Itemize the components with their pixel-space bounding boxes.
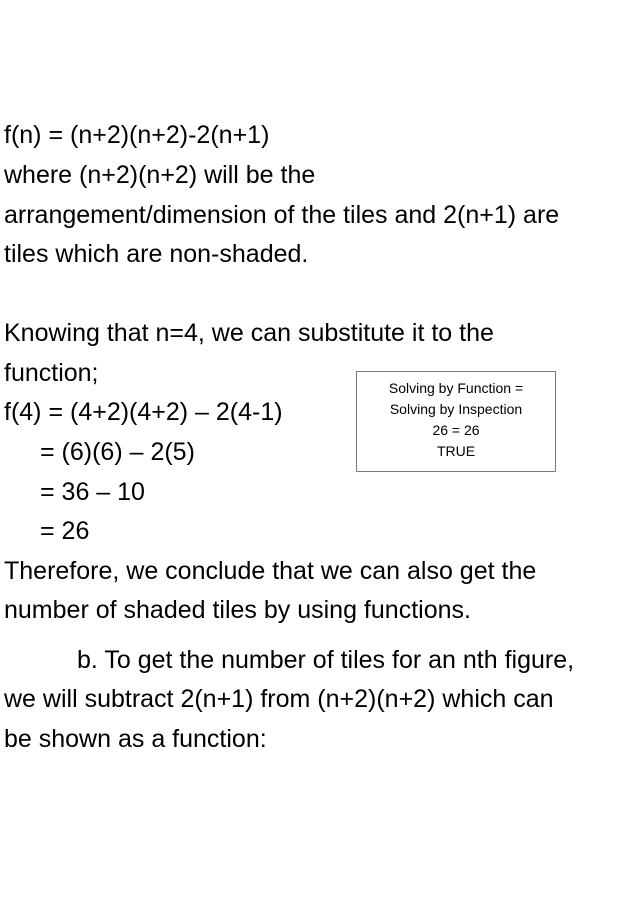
paragraph1-line3: arrangement/dimension of the tiles and 2(n+1) are [4,201,560,229]
conclusion-line1: Therefore, we conclude that we can also get the [4,557,537,585]
paragraph2-line1: Knowing that n=4, we can substitute it to the [4,319,494,347]
box-line-4: TRUE [436,443,476,459]
conclusion-line2: number of shaded tiles by using functions. [4,596,471,624]
verification-text-box [356,371,556,472]
formula-definition: f(n) = (n+2)(n+2)-2(n+1) [4,121,270,149]
paragraph2-line2: function; [4,359,99,387]
part-b-line2: we will subtract 2(n+1) from (n+2)(n+2) which can [4,685,554,713]
substitution-formula: f(4) = (4+2)(4+2) – 2(4-1) [4,398,283,426]
calculation-result: = 26 [40,517,90,545]
box-line-1: Solving by Function = [388,380,524,396]
part-b-line3: be shown as a function: [4,725,267,753]
part-b-line1: b. To get the number of tiles for an nth figure, [77,646,575,674]
calculation-step-2: = 36 – 10 [40,478,145,506]
calculation-step-1: = (6)(6) – 2(5) [40,438,195,466]
paragraph1-line2: where (n+2)(n+2) will be the [4,161,316,189]
box-line-3: 26 = 26 [432,422,480,438]
box-line-2: Solving by Inspection [389,401,523,417]
paragraph1-line4: tiles which are non-shaded. [4,240,309,268]
